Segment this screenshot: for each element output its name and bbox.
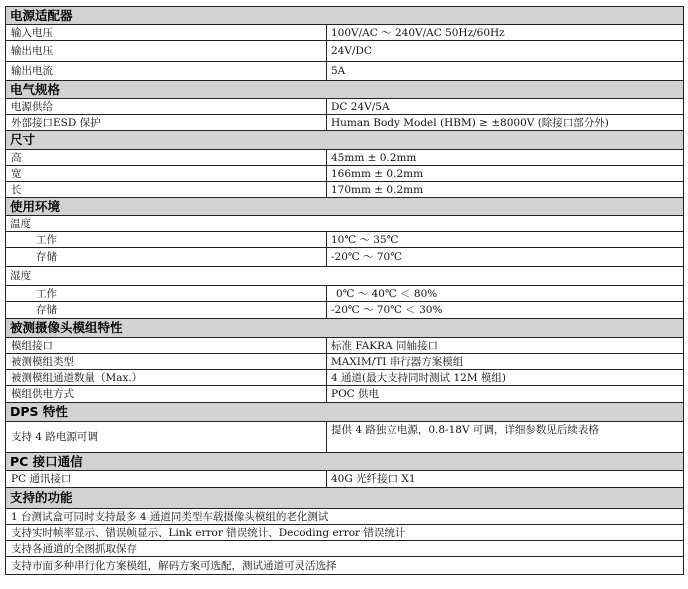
table-row: [6, 302, 684, 319]
list-item: [6, 541, 684, 557]
section-header-dps: [6, 403, 684, 422]
section-header-power-adapter: [6, 7, 684, 25]
row-label: 电源供给: [6, 99, 327, 115]
row-value: 10℃ ～ 35℃: [327, 232, 684, 248]
row-value: 45mm ± 0.2mm: [327, 150, 684, 166]
row-value: 170mm ± 0.2mm: [327, 182, 684, 198]
section-header-dimensions: [6, 131, 684, 150]
row-value: -20℃ ～ 70℃ ＜ 30%: [327, 302, 684, 319]
row-label: 存储: [6, 248, 327, 267]
table-row: [6, 248, 684, 267]
section-header-pc-interface: [6, 453, 684, 471]
section-title: 电气规格: [6, 81, 684, 99]
table-row: [6, 166, 684, 182]
row-value: POC 供电: [327, 386, 684, 403]
table-row: [6, 286, 684, 302]
feature-text: 支持各通道的全图抓取保存: [6, 541, 684, 557]
table-row: [6, 338, 684, 354]
section-header-features: [6, 488, 684, 509]
row-value: 0℃ ～ 40℃ ＜ 80%: [327, 286, 684, 302]
feature-text: 1 台测试盒可同时支持最多 4 通道同类型车载摄像头模组的老化测试: [6, 509, 684, 525]
table-row: [6, 150, 684, 166]
row-label: 工作: [6, 286, 327, 302]
feature-text: 支持市面多种串行化方案模组，解码方案可选配，测试通道可灵活选择: [6, 557, 684, 575]
feature-text: 支持实时帧率显示、错误帧显示、Link error 错误统计、Decoding error 错误统计: [6, 525, 684, 541]
row-label: 模组供电方式: [6, 386, 327, 403]
row-value: 24V/DC: [327, 41, 684, 62]
sub-header-label: 温度: [6, 216, 684, 232]
section-title: 电源适配器: [6, 7, 684, 25]
list-item: [6, 557, 684, 575]
section-title: 尺寸: [6, 131, 684, 150]
table-row: [6, 422, 684, 453]
row-value: 5A: [327, 62, 684, 81]
list-item: [6, 525, 684, 541]
table-row: [6, 370, 684, 386]
row-value: 标准 FAKRA 同轴接口: [327, 338, 684, 354]
row-value: 100V/AC ～ 240V/AC 50Hz/60Hz: [327, 25, 684, 41]
table-row: [6, 354, 684, 370]
row-value: -20℃ ～ 70℃: [327, 248, 684, 267]
row-value: 提供 4 路独立电源，0.8-18V 可调，详细参数见后续表格: [327, 422, 684, 453]
row-label: 工作: [6, 232, 327, 248]
sub-header-temperature: [6, 216, 684, 232]
table-row: [6, 99, 684, 115]
row-value: DC 24V/5A: [327, 99, 684, 115]
row-label: 支持 4 路电源可调: [6, 422, 327, 453]
row-label: 被测模组通道数量（Max.）: [6, 370, 327, 386]
row-label: 高: [6, 150, 327, 166]
sub-header-label: 湿度: [6, 267, 684, 286]
row-value: 40G 光纤接口 X1: [327, 471, 684, 488]
row-label: 输入电压: [6, 25, 327, 41]
table-row: [6, 115, 684, 131]
table-row: [6, 41, 684, 62]
row-label: 模组接口: [6, 338, 327, 354]
table-row: [6, 25, 684, 41]
row-label: 输出电流: [6, 62, 327, 81]
sub-header-humidity: [6, 267, 684, 286]
row-label: 长: [6, 182, 327, 198]
table-row: [6, 62, 684, 81]
table-row: [6, 386, 684, 403]
table-row: [6, 232, 684, 248]
list-item: [6, 509, 684, 525]
row-value: 166mm ± 0.2mm: [327, 166, 684, 182]
spec-table: [5, 6, 684, 575]
row-label: 输出电压: [6, 41, 327, 62]
row-label: 存储: [6, 302, 327, 319]
table-row: [6, 182, 684, 198]
row-value: 4 通道(最大支持同时测试 12M 模组): [327, 370, 684, 386]
section-title: 被测摄像头模组特性: [6, 319, 684, 338]
section-header-environment: [6, 198, 684, 216]
row-label: PC 通讯接口: [6, 471, 327, 488]
section-title: 支持的功能: [6, 488, 684, 509]
section-header-camera-module: [6, 319, 684, 338]
section-title: 使用环境: [6, 198, 684, 216]
row-value: Human Body Model (HBM) ≥ ±8000V (除接口部分外): [327, 115, 684, 131]
row-value: MAXIM/TI 串行器方案模组: [327, 354, 684, 370]
section-header-electrical: [6, 81, 684, 99]
section-title: DPS 特性: [6, 403, 684, 422]
table-row: [6, 471, 684, 488]
row-label: 宽: [6, 166, 327, 182]
row-label: 外部接口ESD 保护: [6, 115, 327, 131]
row-label: 被测模组类型: [6, 354, 327, 370]
section-title: PC 接口通信: [6, 453, 684, 471]
